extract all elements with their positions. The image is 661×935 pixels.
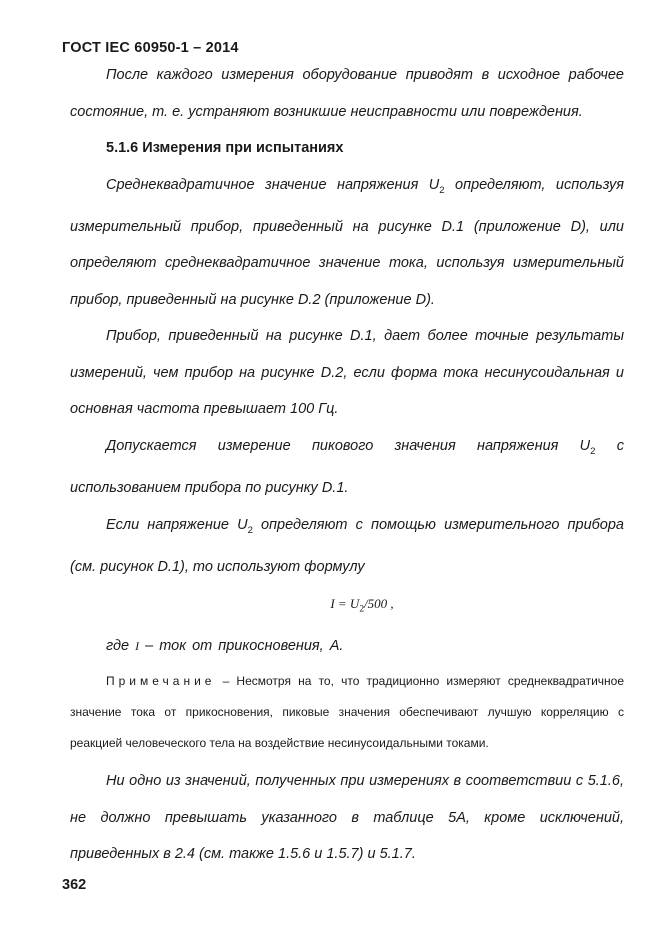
document-header: ГОСТ IEC 60950-1 – 2014 [62, 40, 239, 56]
formula-legend [70, 628, 624, 665]
formula-part: /500 , [364, 595, 394, 611]
page-content [70, 57, 624, 873]
text-span: определяют, используя измерительный прибор, приведенный на рисунке D.1 (приложение D), или определяют среднеквадратичное значение тока, используя измерительный прибор, приведенный на рисунке D.2 (приложение D). [70, 176, 624, 308]
paragraph-instrument-accuracy: Прибор, приведенный на рисунке D.1, дает более точные результаты измерений, чем прибор на рисунке D.2, если форма тока несинусоидальная и основная частота превышает 100 Гц. [70, 328, 624, 418]
paragraph-peak-voltage [70, 428, 624, 507]
text-span: с использованием прибора по рисунку D.1. [70, 437, 624, 497]
paragraph-rms-voltage [70, 167, 624, 319]
note [70, 666, 624, 759]
page-number: 362 [62, 877, 87, 893]
formula-part: I = U [330, 595, 360, 611]
variable: I [135, 638, 140, 653]
subscript: 2 [359, 604, 365, 615]
note-text: – Несмотря на то, что традиционно измеряют среднеквадратичное значение тока от прикосновения, пиковые значения обеспечивают лучшую корреляцию с реакцией человеческого тела на воздействие несинусоидальными токами. [70, 674, 624, 751]
subscript: 2 [439, 184, 445, 196]
paragraph-limits: Ни одно из значений, полученных при измерениях в соответствии с 5.1.6, не должно превышать указанного в таблице 5А, кроме исключений, приведенных в 2.4 (см. также 1.5.6 и 1.5.7) и 5.1.7. [70, 773, 624, 863]
text-span: определяют с помощью измерительного прибора (см. рисунок D.1), то используют формулу [70, 516, 624, 576]
paragraph-formula-intro [70, 507, 624, 586]
paragraph-reset-equipment: После каждого измерения оборудование приводят в исходное рабочее состояние, т. е. устраняют возникшие неисправности или повреждения. [70, 67, 624, 120]
note-label: Примечание [106, 674, 216, 689]
text-span: Если напряжение U [106, 516, 248, 533]
text-span: – ток от прикосновения, А. [139, 637, 344, 654]
text-span: Среднеквадратичное значение напряжения U [106, 176, 440, 193]
section-heading: 5.1.6 Измерения при испытаниях [106, 140, 344, 156]
text-span: где [106, 637, 136, 654]
formula [70, 586, 624, 628]
text-span: Допускается измерение пикового значения напряжения U [106, 437, 591, 454]
subscript: 2 [590, 445, 596, 457]
subscript: 2 [247, 524, 253, 536]
